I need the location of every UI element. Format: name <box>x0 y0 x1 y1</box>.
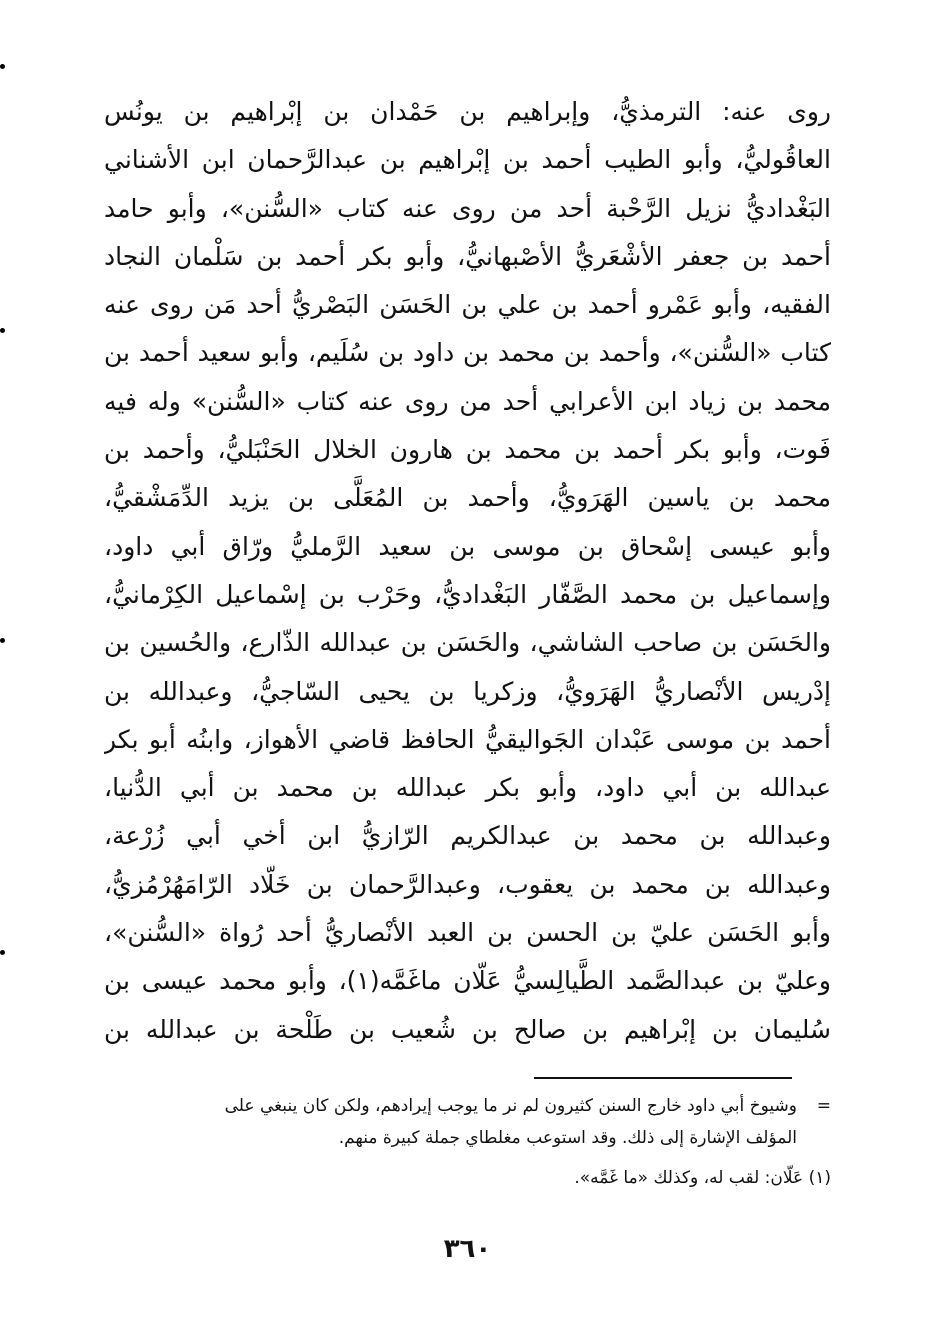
text-line: العاقُوليُّ، وأبو الطيب أحمد بن إبْراهيم بن عبدالرَّحمان ابن الأشناني <box>104 145 831 175</box>
footnote-separator <box>534 1077 792 1079</box>
text-line: البَغْداديُّ نزيل الرَّحْبة أحد من روى عنه كتاب «السُّنن»، وأبو حامد <box>104 193 831 223</box>
text-line: فَوت، وأبو بكر أحمد بن محمد بن هارون الخلال الحَنْبَليُّ، وأحمد بن <box>104 435 831 465</box>
footnotes <box>104 1090 831 1194</box>
text-line: عبدالله بن أبي داود، وأبو بكر عبدالله بن محمد بن أبي الدُّنيا، <box>104 773 831 803</box>
margin-mark <box>0 950 5 955</box>
text-line: الفقيه، وأبو عَمْرو أحمد بن علي بن الحَسَن البَصْريُّ أحد مَن روى عنه <box>104 290 831 320</box>
main-text <box>104 88 831 1054</box>
footnote-continuation <box>104 1090 831 1122</box>
margin-mark <box>0 638 5 643</box>
text-line: وأبو عيسى إسْحاق بن موسى بن سعيد الرَّمليُّ ورّاق أبي داود، <box>104 531 831 561</box>
margin-mark <box>0 64 5 69</box>
footnote-text: وشيوخ أبي داود خارج السنن كثيرون لم نر ما يوجب إيرادهم، ولكن كان ينبغي على <box>224 1096 797 1116</box>
text-line: أحمد بن موسى عَبْدان الجَواليقيُّ الحافظ قاضي الأهواز، وابنُه أبو بكر <box>104 724 831 754</box>
text-line: وأبو الحَسَن عليّ بن الحسن بن العبد الأنْصاريُّ أحد رُواة «السُّنن»، <box>104 918 831 948</box>
text-line: وعبدالله بن محمد بن يعقوب، وعبدالرَّحمان بن خَلّاد الرّامَهُرْمُزيُّ، <box>104 869 831 899</box>
page-number: ٣٦٠ <box>443 1234 492 1264</box>
text-line: والحَسَن بن صاحب الشاشي، والحَسَن بن عبدالله الذّارع، والحُسين بن <box>104 628 831 658</box>
text-line: محمد بن ياسين الهَرَويُّ، وأحمد بن المُعَلَّى بن يزيد الدِّمَشْقيُّ، <box>104 483 831 513</box>
margin-mark <box>0 328 5 333</box>
text-line: إدْريس الأنْصاريُّ الهَرَويُّ، وزكريا بن يحيى السّاجيُّ، وعبدالله بن <box>104 676 831 706</box>
text-line: سُليمان بن إبْراهيم بن صالح بن شُعيب بن طَلْحة بن عبدالله بن <box>104 1014 831 1044</box>
text-line: وعليّ بن عبدالصَّمد الطَّيالِسيُّ عَلّان ماغَمَّه(١)، وأبو محمد عيسى بن <box>104 966 831 996</box>
continuation-marker: = <box>816 1096 831 1116</box>
text-line: وإسماعيل بن محمد الصَّفّار البَغْداديُّ، وحَرْب بن إسْماعيل الكِرْمانيُّ، <box>104 579 831 609</box>
text-line: وعبدالله بن محمد بن عبدالكريم الرّازيُّ ابن أخي أبي زُرْعة، <box>104 821 831 851</box>
text-line: كتاب «السُّنن»، وأحمد بن محمد بن داود بن سُلَيم، وأبو سعيد أحمد بن <box>104 338 831 368</box>
text-line: أحمد بن جعفر الأشْعَريُّ الأصْبهانيُّ، وأبو بكر أحمد بن سَلْمان النجاد <box>104 241 831 271</box>
footnote-text: المؤلف الإشارة إلى ذلك. وقد استوعب مغلطاي جملة كبيرة منهم. <box>338 1128 797 1148</box>
text-line: محمد بن زياد ابن الأعرابي أحد من روى عنه كتاب «السُّنن» وله فيه <box>104 386 831 416</box>
footnote-1: (١) عَلّان: لقب له، وكذلك «ما غَمَّه». <box>574 1168 831 1188</box>
text-line: روى عنه: الترمذيُّ، وإبراهيم بن حَمْدان بن إبْراهيم بن يونُس <box>104 97 831 126</box>
